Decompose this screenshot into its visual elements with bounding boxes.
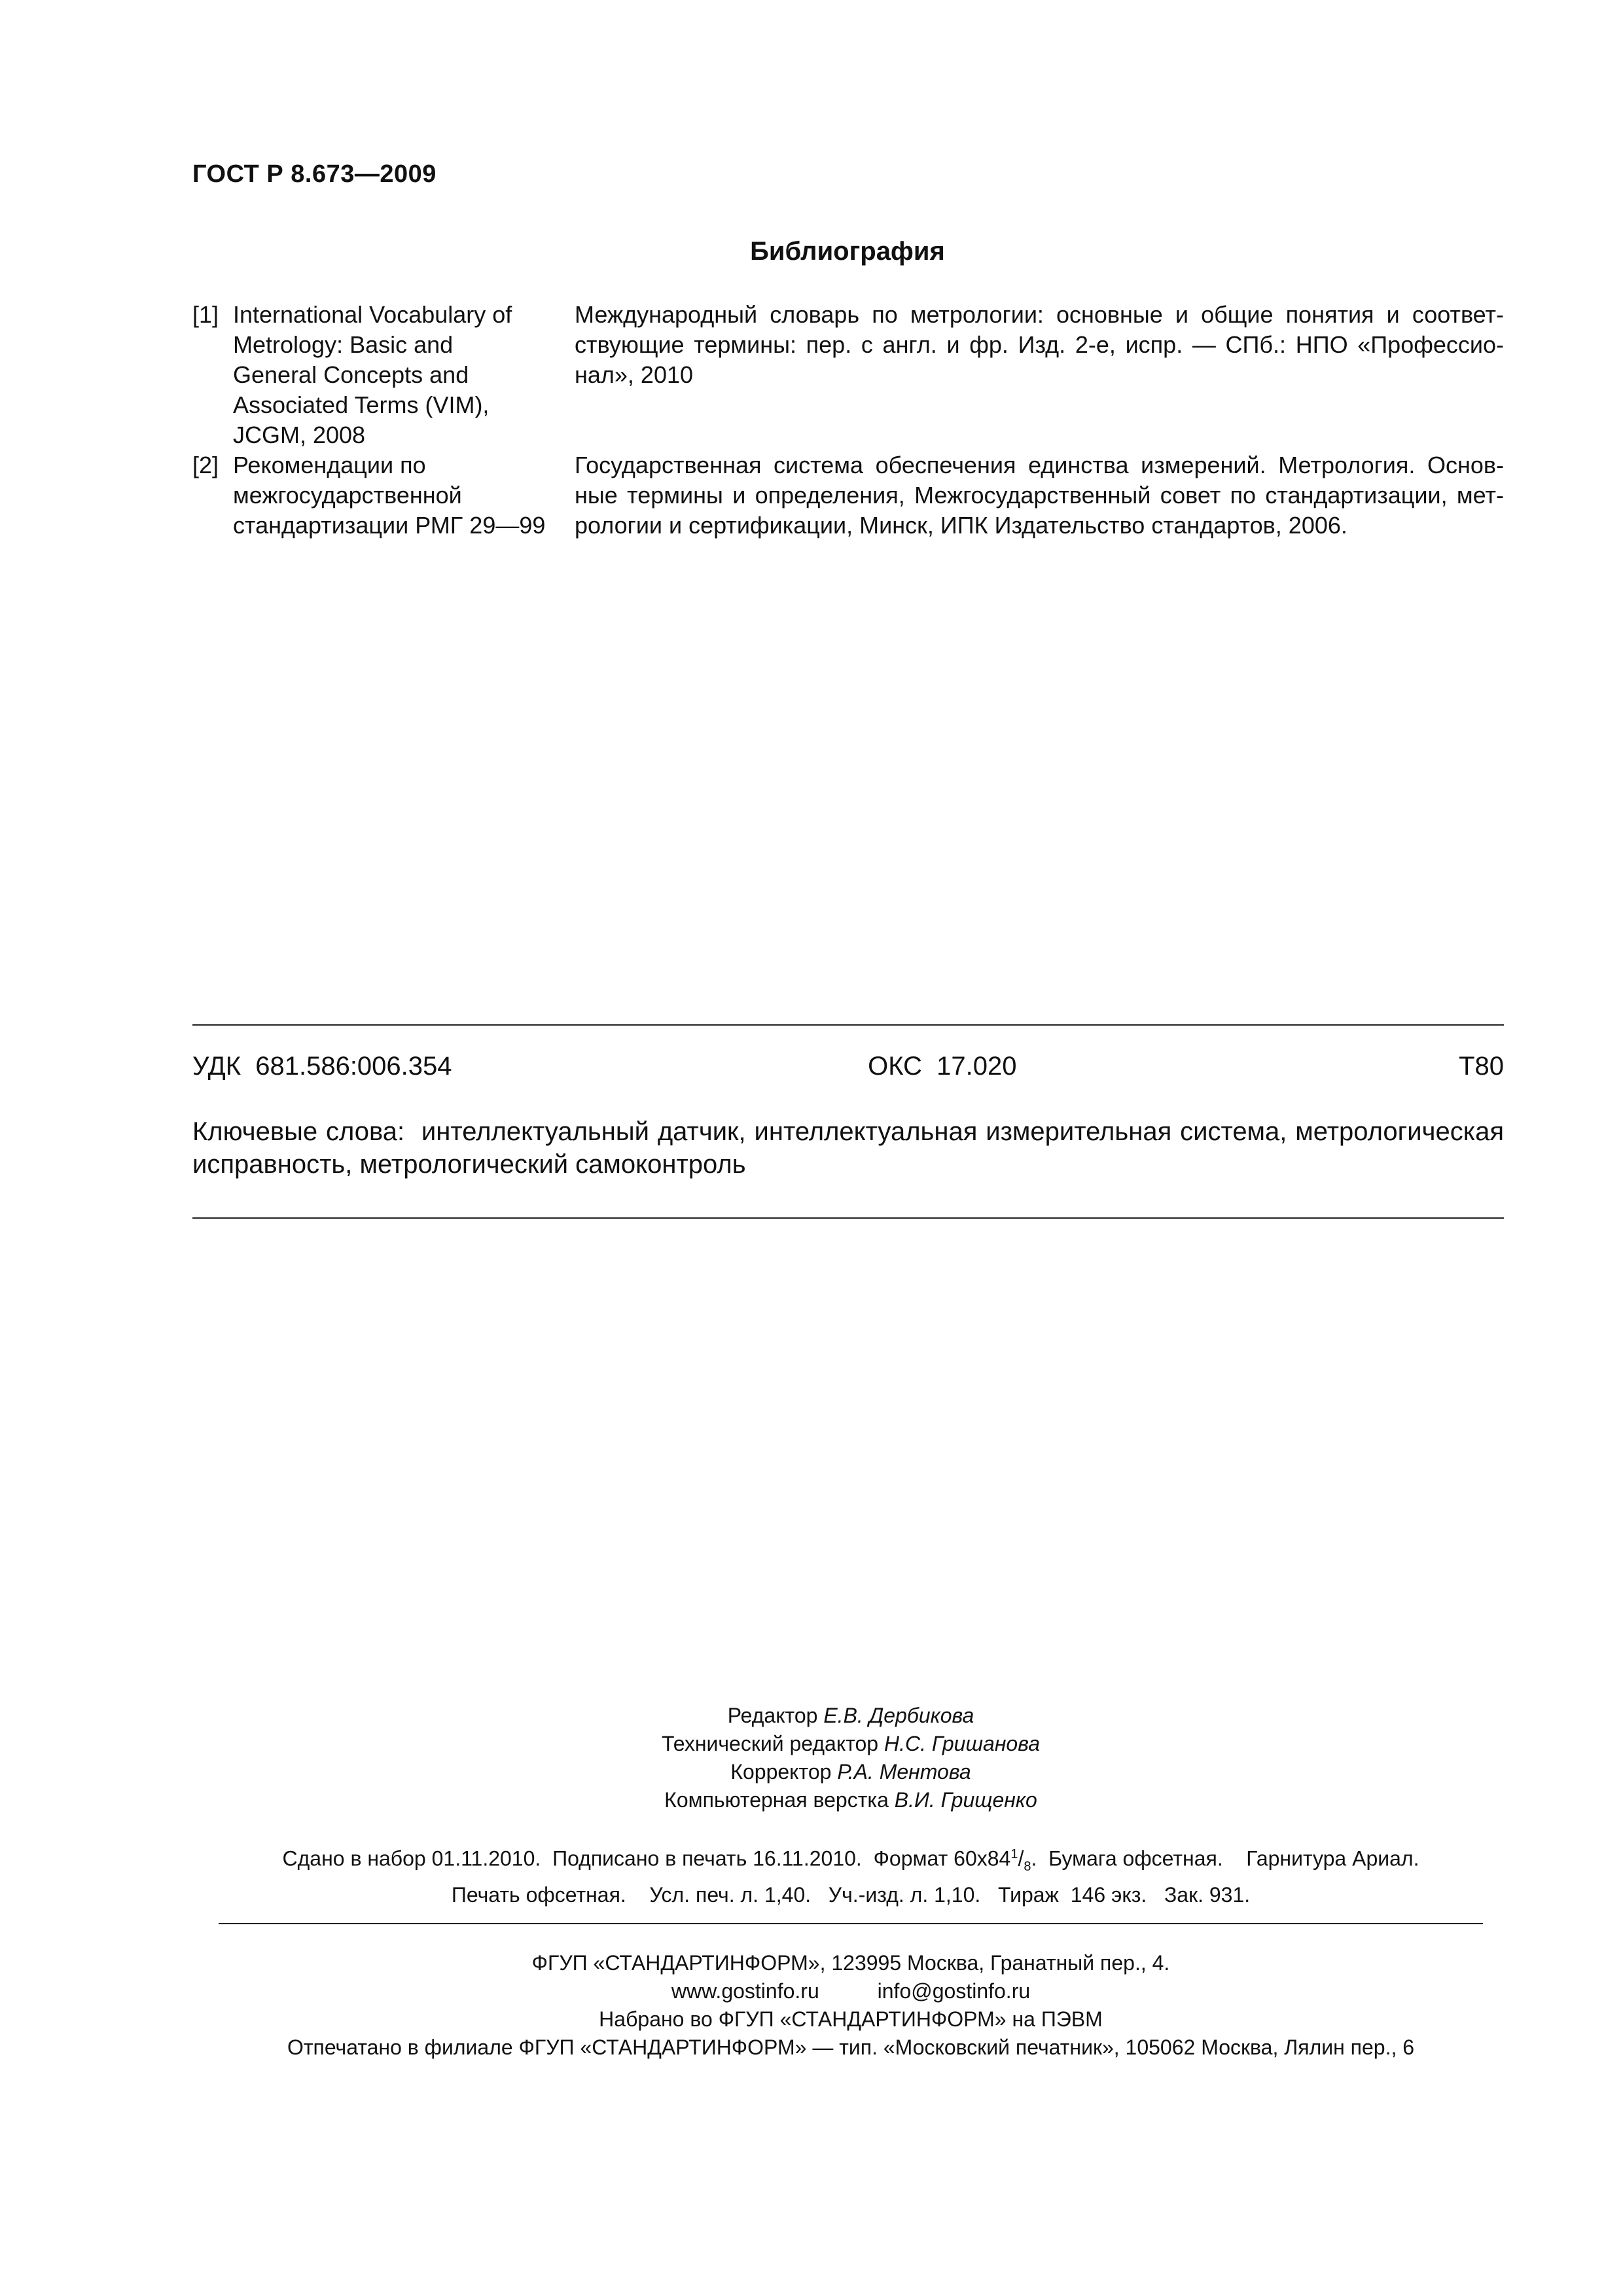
staff-name: Н.С. Гришанова (883, 1732, 1041, 1755)
staff-name: В.И. Грищенко (894, 1788, 1037, 1812)
staff-role: Технический редактор (661, 1732, 879, 1755)
print-info (0, 1840, 1623, 1909)
divider (192, 1024, 1504, 1026)
bibliography-title: Библиография (750, 237, 945, 266)
document-number: ГОСТ Р 8.673—2009 (192, 160, 437, 188)
entry-source: Рекомендации по межгосударственной стандартизации РМГ 29—99 (233, 452, 546, 539)
staff-line (0, 1730, 1623, 1758)
keywords-label: Ключевые слова: (192, 1117, 405, 1146)
format-denominator: 8 (1024, 1859, 1031, 1874)
staff-credits (0, 1702, 1623, 1814)
print-text: Сдано в набор 01.11.2010. Подписано в печать 16.11.2010. Формат 60х84 (282, 1846, 1011, 1871)
classification-line (192, 1052, 1504, 1081)
staff-line (0, 1758, 1623, 1786)
publisher-address: ФГУП «СТАНДАРТИНФОРМ», 123995 Москва, Гранатный пер., 4. (531, 1951, 1170, 1975)
staff-role: Редактор (727, 1704, 818, 1727)
category-code: Т80 (1459, 1052, 1504, 1081)
staff-role: Корректор (730, 1760, 832, 1784)
entry-number: [1] (192, 301, 219, 328)
bibliography-entry (192, 450, 1504, 541)
divider (219, 1923, 1483, 1924)
print-line-1: Сдано в набор 01.11.2010. Подписано в печать 16.11.2010. Формат $60х84^1/_8$. Бумага офсетная. Гарнитура Ариал. (282, 1846, 1419, 1874)
bibliography-list (192, 300, 1504, 541)
website-link[interactable]: www.gostinfo.ru (671, 1979, 819, 2003)
staff-name: Е.В. Дербикова (823, 1704, 974, 1727)
print-line-2: Печать офсетная. Усл. печ. л. 1,40. Уч.-изд. л. 1,10. Тираж 146 экз. Зак. 931. (451, 1883, 1251, 1907)
bibliography-entry (192, 300, 1504, 450)
email-link[interactable]: info@gostinfo.ru (877, 1979, 1031, 2003)
printed-note: Отпечатано в филиале ФГУП «СТАНДАРТИНФОРМ» — тип. «Московский печатник», 105062 Москва, Лялин пер., 6 (287, 2036, 1415, 2059)
udk-code: УДК 681.586:006.354 (192, 1052, 452, 1081)
keywords-text: интеллектуальный датчик, интеллектуальная измерительная система, метрологическая исправность, метрологический самоконтроль (192, 1117, 1504, 1179)
staff-line (0, 1786, 1623, 1814)
entry-description: Государственная система обеспечения единства измерений. Метрология. Основные термины и определения, Межгосударственный совет по стандартизации, метрологии и сертификации, Минск, ИПК Издательство стандартов, 2006. (575, 452, 1504, 539)
entry-number: [2] (192, 452, 219, 478)
staff-name: Р.А. Ментова (837, 1760, 971, 1784)
entry-source: International Vocabulary of Metrology: Basic and General Concepts and Associated Terms (VIM), JCGM, 2008 (233, 301, 512, 448)
typeset-note: Набрано во ФГУП «СТАНДАРТИНФОРМ» на ПЭВМ (599, 2007, 1103, 2031)
staff-role: Компьютерная верстка (664, 1788, 889, 1812)
staff-line (0, 1702, 1623, 1730)
publisher-contacts (0, 1977, 1623, 2005)
print-text: . Бумага офсетная. Гарнитура Ариал. (1031, 1846, 1419, 1871)
publisher-info (0, 1949, 1623, 2062)
oks-code: ОКС 17.020 (868, 1052, 1017, 1081)
entry-description: Международный словарь по метрологии: основные и общие понятия и соответствующие термины: пер. с англ. и фр. Изд. 2-е, испр. — СПб.: НПО «Профессионал», 2010 (575, 301, 1504, 388)
keywords (192, 1115, 1504, 1181)
divider (192, 1217, 1504, 1219)
format-numerator: 1 (1010, 1847, 1018, 1861)
